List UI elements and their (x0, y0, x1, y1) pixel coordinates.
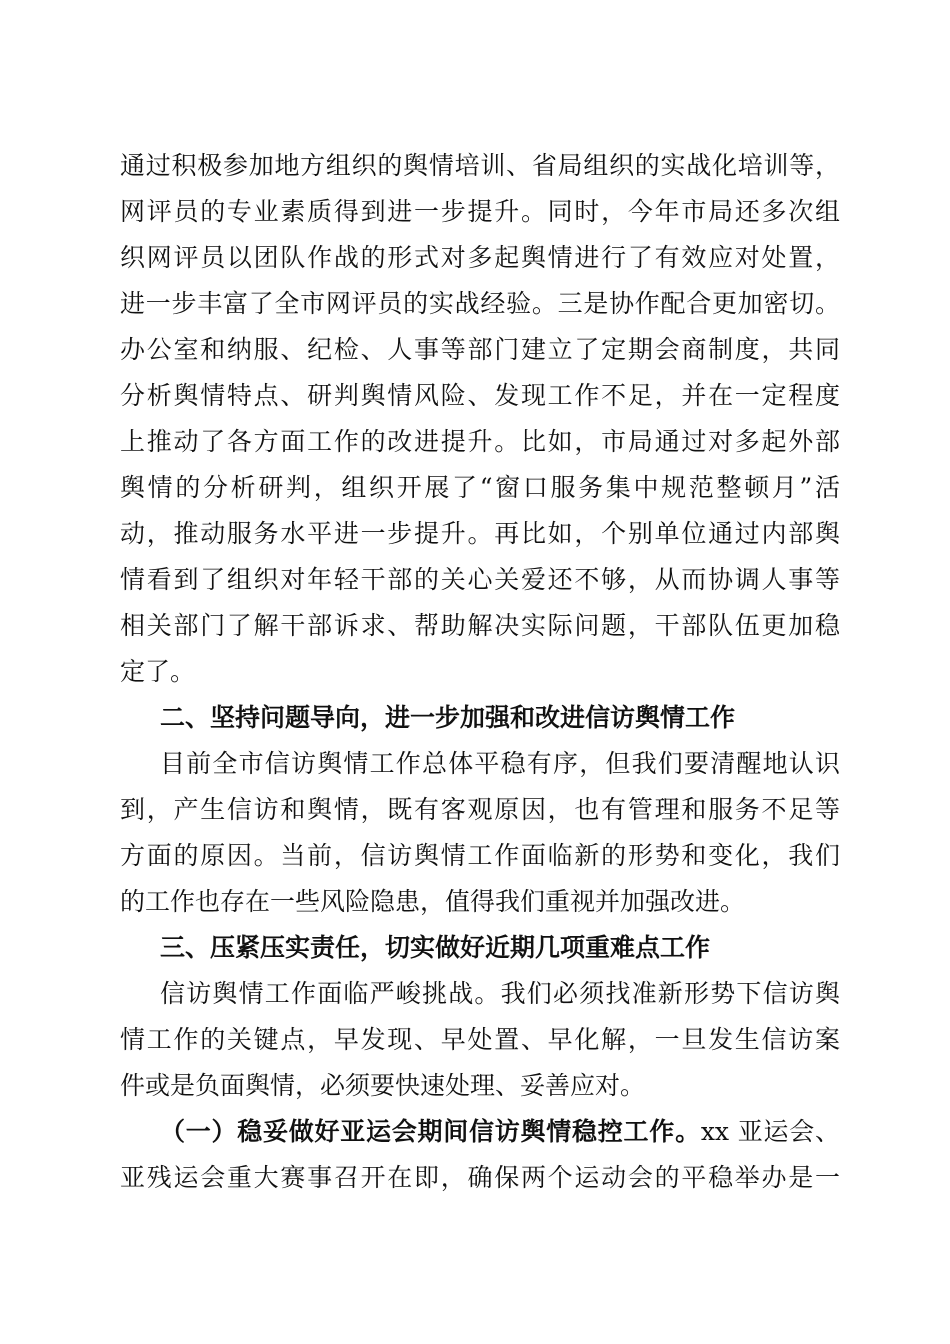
subsection-1 (120, 1109, 840, 1201)
text-line: 件或是负面舆情，必须要快速处理、妥善应对。 (120, 1071, 646, 1100)
text-line: 分析舆情特点、研判舆情风险、发现工作不足，并在一定程度 (120, 381, 840, 410)
text-line: 织网评员以团队作战的形式对多起舆情进行了有效应对处置， (120, 243, 840, 272)
text-line: 情看到了组织对年轻干部的关心关爱还不够，从而协调人事等 (120, 565, 840, 594)
paragraph-2 (120, 741, 840, 925)
text-line: 上推动了各方面工作的改进提升。比如，市局通过对多起外部 (120, 427, 840, 456)
text-line: 情工作的关键点，早发现、早处置、早化解，一旦发生信访案 (120, 1025, 840, 1054)
section-heading-2: 二、坚持问题导向，进一步加强和改进信访舆情工作 (160, 703, 736, 732)
subsection-text: xx 亚运会、 (700, 1117, 840, 1146)
text-line: 目前全市信访舆情工作总体平稳有序，但我们要清醒地认识 (160, 749, 840, 778)
text-line: 舆情的分析研判，组织开展了“窗口服务集中规范整顿月”活 (120, 473, 840, 502)
text-line: 相关部门了解干部诉求、帮助解决实际问题，干部队伍更加稳 (120, 611, 840, 640)
text-line: 通过积极参加地方组织的舆情培训、省局组织的实战化培训等， (120, 151, 840, 180)
text-line: 动，推动服务水平进一步提升。再比如，个别单位通过内部舆 (120, 519, 840, 548)
text-line: 网评员的专业素质得到进一步提升。同时，今年市局还多次组 (120, 197, 840, 226)
subsection-first-line (120, 1109, 840, 1155)
text-line: 定了。 (120, 657, 196, 686)
document-page (120, 143, 840, 1201)
text-line: 的工作也存在一些风险隐患，值得我们重视并加强改进。 (120, 887, 746, 916)
subsection-title: （一）稳妥做好亚运会期间信访舆情稳控工作。 (160, 1117, 701, 1146)
paragraph-1 (120, 143, 840, 695)
text-line: 方面的原因。当前，信访舆情工作面临新的形势和变化，我们 (120, 841, 840, 870)
text-line: 办公室和纳服、纪检、人事等部门建立了定期会商制度，共同 (120, 335, 840, 364)
text-line: 到，产生信访和舆情，既有客观原因，也有管理和服务不足等 (120, 795, 840, 824)
text-line: 亚残运会重大赛事召开在即，确保两个运动会的平稳举办是一 (120, 1163, 840, 1192)
paragraph-3 (120, 971, 840, 1109)
text-line: 进一步丰富了全市网评员的实战经验。三是协作配合更加密切。 (120, 289, 840, 318)
section-heading-3: 三、压紧压实责任，切实做好近期几项重难点工作 (160, 933, 711, 962)
text-line: 信访舆情工作面临严峻挑战。我们必须找准新形势下信访舆 (160, 979, 840, 1008)
